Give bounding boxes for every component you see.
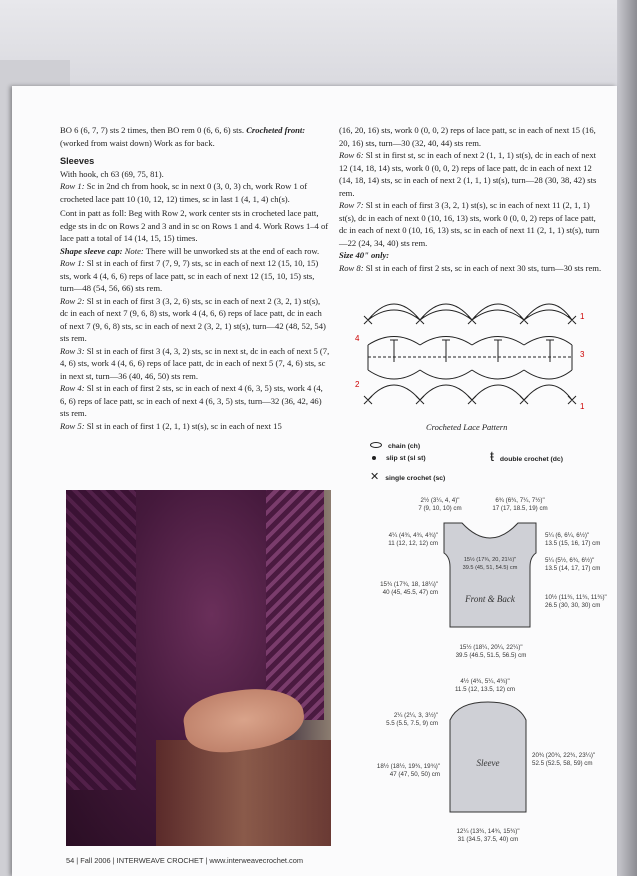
paragraph: With hook, ch 63 (69, 75, 81). xyxy=(60,168,164,179)
shape-cap-label: Shape sleeve cap: xyxy=(60,245,123,256)
row-label: Row 7: xyxy=(339,200,364,210)
measure-top: 2½ (3¼, 4, 4)" 7 (9, 10, 10) cm xyxy=(418,497,462,512)
row-text: Sl st in each of first 1 (2, 1, 1) st(s), sc in each of next 15 xyxy=(86,420,282,431)
note-label: Note: xyxy=(124,245,144,256)
double-crochet-icon: ŧ xyxy=(490,448,494,464)
row-label: Row 5: xyxy=(60,420,85,431)
single-crochet-icon: ✕ xyxy=(370,471,380,483)
photo-sleeve-right xyxy=(266,490,324,720)
legend-chain xyxy=(370,442,420,450)
paragraph xyxy=(60,295,330,345)
measure-side: 10½ (11¾, 11¾, 11¾)" 26.5 (30, 30, 30) cm xyxy=(545,594,607,609)
legend-slip xyxy=(372,455,426,462)
measure-armhole: 5¼ (6, 6¼, 6½)" 13.5 (15, 16, 17) cm xyxy=(545,532,601,547)
legend-label: single crochet (sc) xyxy=(385,475,446,482)
row-label: Row 6: xyxy=(339,150,364,160)
row-text: Sl st in each of first 7 (7, 9, 7) sts, sc in each of next 12 (15, 10, 15) sts, work 4 (4, 6, 6) reps of lace patt, sc in each of next 12 (15, 10, 15) sts, turn—48 (54, 56, 66) sts rem. xyxy=(60,258,319,293)
crocheted-front-text: (worked from waist down) Work as for back. xyxy=(60,137,215,148)
row-label: Row 1: xyxy=(60,181,85,191)
legend-label: double crochet (dc) xyxy=(499,456,563,463)
measure-bottom: 15½ (18¼, 20¼, 22¼)" 39.5 (46.5, 51.5, 56.5) cm xyxy=(455,644,527,659)
legend-label: chain (ch) xyxy=(388,443,421,450)
paragraph xyxy=(60,245,330,258)
paragraph xyxy=(60,124,330,149)
row-label: Row 4: xyxy=(60,383,85,393)
page-footer: 54 | Fall 2006 | INTERWEAVE CROCHET | www.interweavecrochet.com xyxy=(66,856,303,865)
paragraph xyxy=(60,257,330,295)
legend-double xyxy=(490,448,563,464)
left-text-column xyxy=(60,124,330,432)
book-spine xyxy=(617,0,637,876)
front-back-schematic xyxy=(440,515,540,635)
row-text: Sl st in each of first 3 (3, 2, 1) st(s), sc in each of next 11 (2, 1, 1) st(s), dc in each of next 0 (10, 16, 13) sts, work 0 (0, 0, 2) reps of lace patt, dc in each of next 0 (10, 16, 13) sts, sc in each of next 11 (2, 1, 1) st(s), turn—22 (24, 34, 40) sts rem. xyxy=(339,200,600,248)
paragraph xyxy=(60,345,330,383)
chart-row-number: 2 xyxy=(355,380,360,389)
garment-photo xyxy=(66,490,331,846)
chart-row-number: 3 xyxy=(580,350,585,359)
sleeve-measure-width: 20¾ (20¾, 22¾, 23¼)" 52.5 (52.5, 58, 59) cm xyxy=(532,752,596,767)
bind-off-text: BO 6 (6, 7, 7) sts 2 times, then BO rem 0 (6, 6, 6) sts. xyxy=(60,125,245,135)
chart-caption: Crocheted Lace Pattern xyxy=(426,422,508,432)
row-text: Sl st in first st, sc in each of next 2 (1, 1, 1) st(s), dc in each of next 12 (14, 18, 14) sts, work 0 (0, 0, 2) reps of lace patt, dc in each of next 12 (14, 18, 14) sts, sc in each of next 2 (1, 1, 1) st(s), turn—28 (30, 38, 42) sts rem. xyxy=(339,150,597,198)
paragraph xyxy=(60,180,330,205)
slip-stitch-icon xyxy=(372,456,376,460)
row-text: Sc in 2nd ch from hook, sc in next 0 (3, 0, 3) ch, work Row 1 of crocheted lace patt 10 (10, 12, 12) times, sc in last 1 (4, 1, 4) ch(s). xyxy=(60,181,308,204)
crochet-lace-chart xyxy=(360,290,580,420)
paragraph xyxy=(60,420,330,433)
legend-label: slip st (sl st) xyxy=(386,455,426,462)
legend-single xyxy=(370,470,445,483)
chart-row-number: 4 xyxy=(355,334,360,343)
row-label: Row 2: xyxy=(60,295,85,306)
chart-row-number: 1 xyxy=(580,402,585,411)
row-label: Row 8: xyxy=(339,262,364,273)
sleeve-measure-length: 18½ (18½, 19¾, 19¾)" 47 (47, 50, 50) cm xyxy=(376,763,440,778)
sleeve-measure-bottom: 12¼ (13¾, 14¾, 15¾)" 31 (34.5, 37.5, 40) cm xyxy=(456,828,520,843)
paragraph: Cont in patt as foll: Beg with Row 2, work center sts in crocheted lace patt, edge sts in dc on Rows 2 and 3 and in sc on Rows 1 and 4. Work Rows 1–4 of lace patt a total of 14 (14, 15, 15) times. xyxy=(60,208,329,243)
row-label: Row 1: xyxy=(60,258,85,268)
paragraph xyxy=(339,199,605,249)
note-text: There will be unworked sts at the end of each row. xyxy=(145,245,320,256)
row-text: Sl st in each of first 2 sts, sc in each of next 30 sts, turn—30 sts rem. xyxy=(365,262,602,273)
chain-icon xyxy=(370,442,382,448)
chart-row-number: 1 xyxy=(580,312,585,321)
photo-skirt xyxy=(156,740,331,846)
photo-sleeve-left xyxy=(66,490,136,790)
row-text: Sl st in each of first 3 (3, 2, 6) sts, sc in each of next 2 (3, 2, 1) st(s), dc in each of next 7 (9, 6, 8) sts, work 4 (4, 6, 6) reps of lace patt, dc in each of next 7 (9, 6, 8) sts, sc in each of next 2 (3, 2, 1) st(s), turn—42 (48, 52, 54) sts rem. xyxy=(60,295,326,343)
sleeve-measure-cap: 2¼ (2¼, 3, 3½)" 5.5 (5.5, 7.5, 9) cm xyxy=(386,712,438,727)
measure-armhole-2: 5¼ (5½, 6¾, 6½)" 13.5 (14, 17, 17) cm xyxy=(545,557,601,572)
measure-length: 15¾ (17¾, 18, 18¼)" 40 (45, 45.5, 47) cm xyxy=(380,581,438,596)
paragraph xyxy=(339,149,605,199)
measure-shoulder: 4¼ (4¾, 4¾, 4¾)" 11 (12, 12, 12) cm xyxy=(388,532,438,547)
sleeve-label: Sleeve xyxy=(476,758,500,768)
sleeve-measure-top: 4½ (4¾, 5¼, 4¾)" 11.5 (12, 13.5, 12) cm xyxy=(454,678,516,693)
schematic-label: Front & Back xyxy=(465,594,515,604)
row-label: Row 3: xyxy=(60,345,85,356)
crocheted-front-label: Crocheted front: xyxy=(246,125,306,135)
paragraph xyxy=(60,382,330,420)
measure-bust: 15½ (17¾, 20, 21½)" 39.5 (45, 51, 54.5) cm xyxy=(462,557,518,571)
row-text: Sl st in each of first 2 sts, sc in each of next 4 (6, 3, 5) sts, work 4 (4, 6, 6) reps of lace patt, sc in each of next 4 (6, 3, 5) sts, turn—32 (36, 42, 46) sts rem. xyxy=(60,383,323,418)
sleeves-heading: Sleeves xyxy=(60,156,95,166)
row-text: Sl st in each of first 3 (4, 3, 2) sts, sc in next st, dc in each of next 5 (7, 4, 6) sts, work 4 (4, 6, 6) reps of lace patt, dc in each of next 5 (7, 4, 6) sts, sc in next st, turn—36 (40, 46, 50) sts rem. xyxy=(60,345,330,381)
right-text-column xyxy=(339,124,605,274)
paragraph: (16, 20, 16) sts, work 0 (0, 0, 2) reps of lace patt, sc in each of next 15 (16, 20, 16) sts, turn—30 (32, 40, 44) sts rem. xyxy=(339,125,596,148)
size-heading: Size 40" only: xyxy=(339,250,390,260)
paragraph xyxy=(339,262,605,275)
measure-neck: 6¾ (6¾, 7¼, 7½)" 17 (17, 18.5, 19) cm xyxy=(492,497,548,512)
